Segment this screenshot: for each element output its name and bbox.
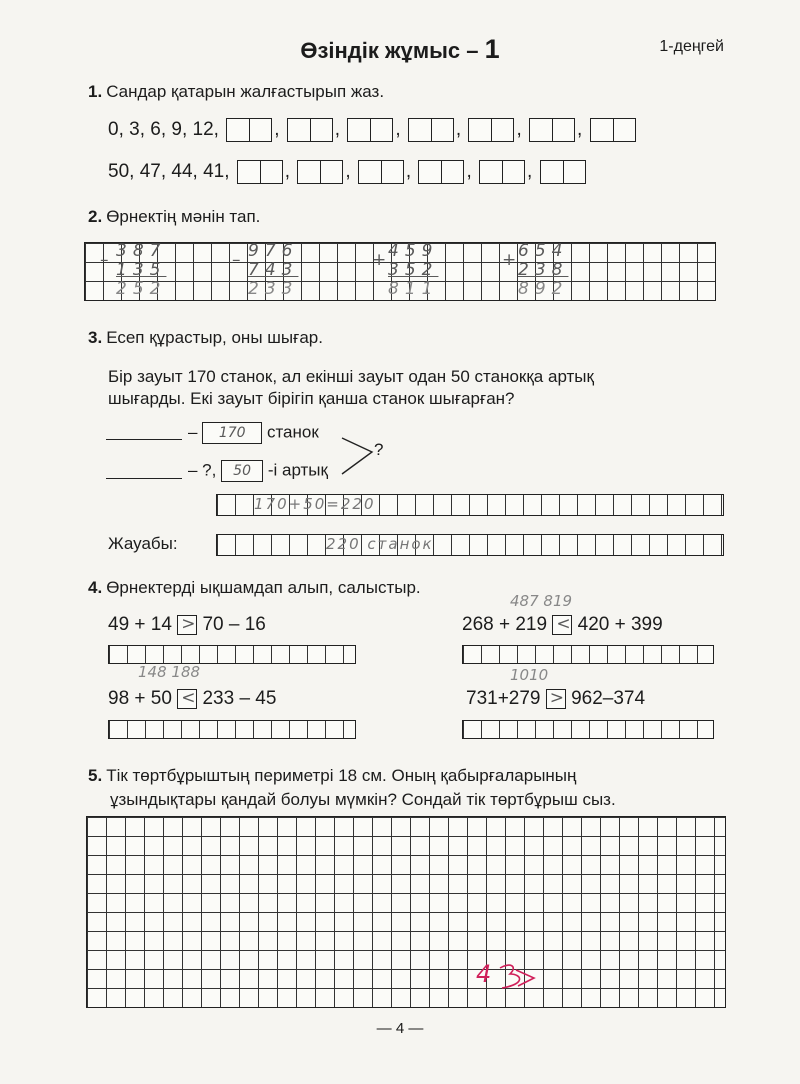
answer-cell[interactable] — [237, 160, 283, 184]
blank-line[interactable] — [106, 478, 182, 479]
answer-cell[interactable] — [418, 160, 464, 184]
left-expression: 98 + 50 — [108, 688, 172, 709]
bottom-number: 352 — [388, 260, 439, 280]
comparison-sign: < — [556, 613, 571, 634]
operator: + — [502, 250, 517, 270]
page-number: — 4 — — [376, 1020, 424, 1037]
solution-text: 170+50=220 — [254, 495, 376, 513]
result-number: 892 — [518, 279, 569, 299]
blank-line[interactable] — [106, 439, 182, 440]
task3-text: Есеп құрастыр, оны шығар. — [106, 328, 323, 347]
task1-text: Сандар қатарын жалғастырып жаз. — [106, 82, 385, 101]
answer-cell[interactable] — [297, 160, 343, 184]
question-mark: ? — [374, 440, 384, 459]
answer-cell[interactable] — [479, 160, 525, 184]
comparison-2 — [462, 614, 663, 636]
short-note-row-2 — [188, 460, 328, 482]
level-label: 1-деңгей — [659, 38, 724, 55]
answer-label: Жауабы: — [108, 534, 178, 553]
dash: – — [188, 422, 198, 442]
left-expression: 49 + 14 — [108, 614, 172, 635]
rough-note: 1010 — [510, 666, 549, 684]
answer-cell[interactable] — [347, 118, 393, 142]
task1-number: 1. — [88, 82, 103, 101]
task1-heading — [88, 82, 384, 102]
answer-cell[interactable] — [287, 118, 333, 142]
top-number: 387 — [116, 241, 167, 261]
comparison-1 — [108, 614, 266, 636]
answer-cell[interactable] — [226, 118, 272, 142]
right-expression: 962–374 — [571, 688, 646, 709]
column-problem-1 — [100, 241, 167, 299]
task4-number: 4. — [88, 578, 103, 597]
short-note-row-1 — [188, 422, 319, 444]
teacher-mark: 4 — [476, 960, 492, 988]
work-grid[interactable] — [462, 645, 714, 664]
sequence-row-2: 50, 47, 44, 41, , , , , , — [108, 160, 588, 184]
question-prefix: – ?, — [188, 460, 217, 480]
answer-cell[interactable] — [358, 160, 404, 184]
result-number: 811 — [388, 279, 439, 299]
answer-grid[interactable] — [216, 534, 724, 556]
bottom-number: 135 — [116, 260, 167, 280]
sign-box[interactable] — [177, 689, 197, 709]
right-expression: 233 – 45 — [202, 688, 277, 709]
task2-text: Өрнектің мәнін тап. — [106, 207, 261, 226]
task5-text-line-1: Тік төртбұрыштың периметрі 18 см. Оның қабырғаларының — [106, 766, 577, 785]
more-label: -і артық — [267, 460, 328, 480]
answer-cell[interactable] — [540, 160, 586, 184]
right-expression: 420 + 399 — [577, 614, 663, 635]
task3-heading — [88, 328, 323, 348]
task4-text: Өрнектерді ықшамдап алып, салыстыр. — [106, 578, 421, 597]
column-problem-3 — [372, 241, 439, 299]
bottom-number: 743 — [248, 260, 299, 280]
unit-label: станок — [266, 422, 319, 442]
bottom-number: 238 — [518, 260, 569, 280]
column-problem-4 — [502, 241, 569, 299]
column-problem-2 — [232, 241, 299, 299]
operator: + — [372, 250, 387, 270]
result-number: 252 — [116, 279, 167, 299]
left-expression: 731+279 — [466, 688, 541, 709]
top-number: 459 — [388, 241, 439, 261]
value-box[interactable]: 50 — [221, 460, 263, 482]
work-grid[interactable] — [108, 720, 356, 739]
task3-number: 3. — [88, 328, 103, 347]
sequence-1-prefix: 0, 3, 6, 9, 12, — [108, 119, 219, 141]
task5-number: 5. — [88, 766, 103, 785]
comparison-sign: < — [181, 687, 196, 708]
answer-cell[interactable] — [529, 118, 575, 142]
right-expression: 70 – 16 — [202, 614, 266, 635]
sequence-2-prefix: 50, 47, 44, 41, — [108, 161, 230, 183]
answer-cell[interactable] — [590, 118, 636, 142]
comparison-4 — [466, 688, 645, 710]
value-box[interactable]: 170 — [202, 422, 262, 444]
sign-box[interactable] — [177, 615, 197, 635]
work-grid[interactable] — [462, 720, 714, 739]
task5-heading — [88, 764, 616, 812]
answer-cell[interactable] — [468, 118, 514, 142]
sign-box[interactable] — [546, 689, 566, 709]
rough-note: 148 188 — [138, 663, 201, 681]
title-number: 1 — [484, 34, 500, 64]
title-text: Өзіндік жұмыс – — [300, 38, 479, 63]
task2-heading — [88, 207, 260, 227]
top-number: 976 — [248, 241, 299, 261]
answer-text: 220 станок — [326, 535, 434, 553]
comparison-3 — [108, 688, 276, 710]
mark-scribble-icon — [496, 962, 540, 992]
task3-problem — [108, 366, 594, 410]
sequence-row-1: 0, 3, 6, 9, 12, , , , , , , — [108, 118, 638, 142]
problem-line-1: Бір зауыт 170 станок, ал екінші зауыт одан 50 станокқа артық — [108, 367, 594, 386]
drawing-grid[interactable] — [86, 816, 726, 1008]
task2-number: 2. — [88, 207, 103, 226]
sign-box[interactable] — [552, 615, 572, 635]
task4-heading — [88, 578, 421, 598]
work-grid[interactable] — [108, 645, 356, 664]
answer-cell[interactable] — [408, 118, 454, 142]
top-number: 654 — [518, 241, 569, 261]
comparison-sign: > — [181, 613, 196, 634]
result-number: 233 — [248, 279, 299, 299]
left-expression: 268 + 219 — [462, 614, 548, 635]
rough-note: 487 819 — [510, 592, 573, 610]
task5-text-line-2: ұзындықтары қандай болуы мүмкін? Сондай тік төртбұрыш сыз. — [110, 790, 616, 809]
comparison-sign: > — [549, 687, 565, 708]
operator: – — [232, 250, 241, 270]
operator: – — [100, 250, 109, 270]
problem-line-2: шығарды. Екі зауыт бірігіп қанша станок шығарған? — [108, 389, 515, 408]
